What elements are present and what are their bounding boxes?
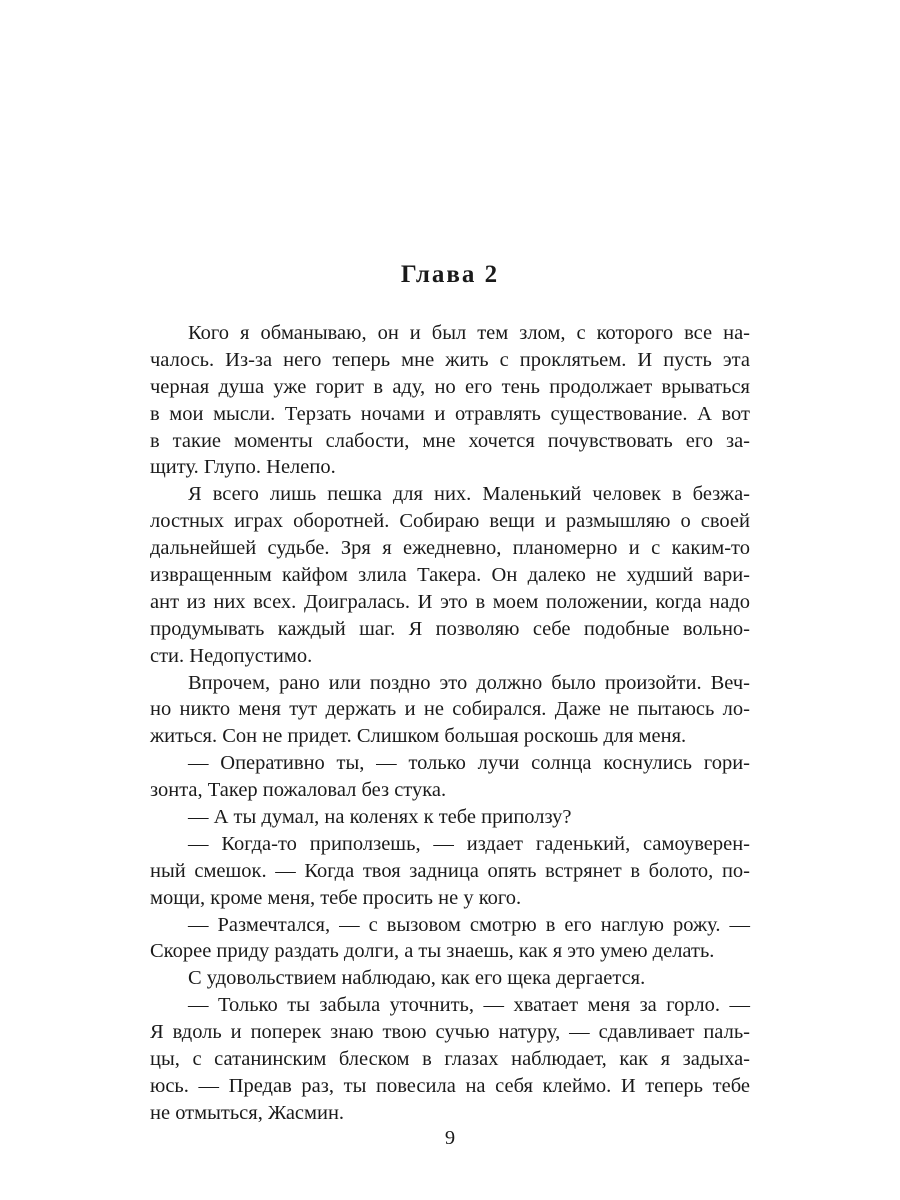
text-line: мощи, кроме меня, тебе просить не у кого. (150, 886, 522, 909)
text-line: — Размечтался, — с вызовом смотрю в его наглую рожу. — (188, 913, 750, 936)
text-line: дальнейшей судьбе. Зря я ежедневно, планомерно и с каким-то (150, 537, 750, 560)
text-line: черная душа уже горит в аду, но его тень продолжает врываться (150, 375, 750, 398)
text-line: лостных играх оборотней. Собираю вещи и размышляю о своей (150, 510, 750, 533)
text-line: цы, с сатанинским блеском в глазах наблюдает, как я задыха- (150, 1048, 750, 1071)
text-line: зонта, Такер пожаловал без стука. (150, 779, 447, 802)
text-line: в мои мысли. Терзать ночами и отравлять существование. А вот (150, 402, 750, 425)
chapter-body-text (150, 320, 750, 1127)
text-line: Впрочем, рано или поздно это должно было произойти. Веч- (188, 671, 750, 694)
text-line: — Когда-то приползешь, — издает гаденький, самоуверен- (188, 832, 750, 855)
text-line: не отмыться, Жасмин. (150, 1101, 345, 1124)
text-line: Скорее приду раздать долги, а ты знаешь, как я это умею делать. (150, 940, 715, 963)
text-line: чалось. Из-за него теперь мне жить с проклятьем. И пусть эта (150, 348, 750, 371)
text-line: — Оперативно ты, — только лучи солнца коснулись гори- (188, 752, 750, 775)
text-line: Кого я обманываю, он и был тем злом, с которого все на- (188, 322, 750, 344)
text-line: в такие моменты слабости, мне хочется почувствовать его за- (150, 429, 750, 452)
text-line: извращенным кайфом злила Такера. Он далеко не худший вари- (150, 564, 750, 587)
text-line: — Только ты забыла уточнить, — хватает меня за горло. — (188, 994, 750, 1017)
text-line: С удовольствием наблюдаю, как его щека дергается. (188, 967, 646, 990)
text-line: юсь. — Предав раз, ты повесила на себя клеймо. И теперь тебе (150, 1074, 750, 1097)
chapter-title: Глава 2 (400, 261, 500, 288)
text-line: Я всего лишь пешка для них. Маленький человек в безжа- (188, 483, 750, 506)
text-line: ный смешок. — Когда твоя задница опять встрянет в болото, по- (150, 859, 750, 882)
text-line: продумывать каждый шаг. Я позволяю себе подобные вольно- (150, 617, 750, 640)
text-line: но никто меня тут держать и не собирался. Даже не пытаюсь ло- (150, 698, 750, 721)
text-line: — А ты думал, на коленях к тебе приползу? (188, 806, 572, 829)
text-line: щиту. Глупо. Нелепо. (150, 456, 336, 479)
text-line: житься. Сон не придет. Слишком большая роскошь для меня. (150, 725, 687, 748)
text-line: ант из них всех. Доигралась. И это в моем положении, когда надо (150, 590, 750, 613)
page-number: 9 (444, 1127, 456, 1149)
text-line: Я вдоль и поперек знаю твою сучью натуру, — сдавливает паль- (150, 1021, 750, 1044)
text-line: сти. Недопустимо. (150, 644, 313, 667)
